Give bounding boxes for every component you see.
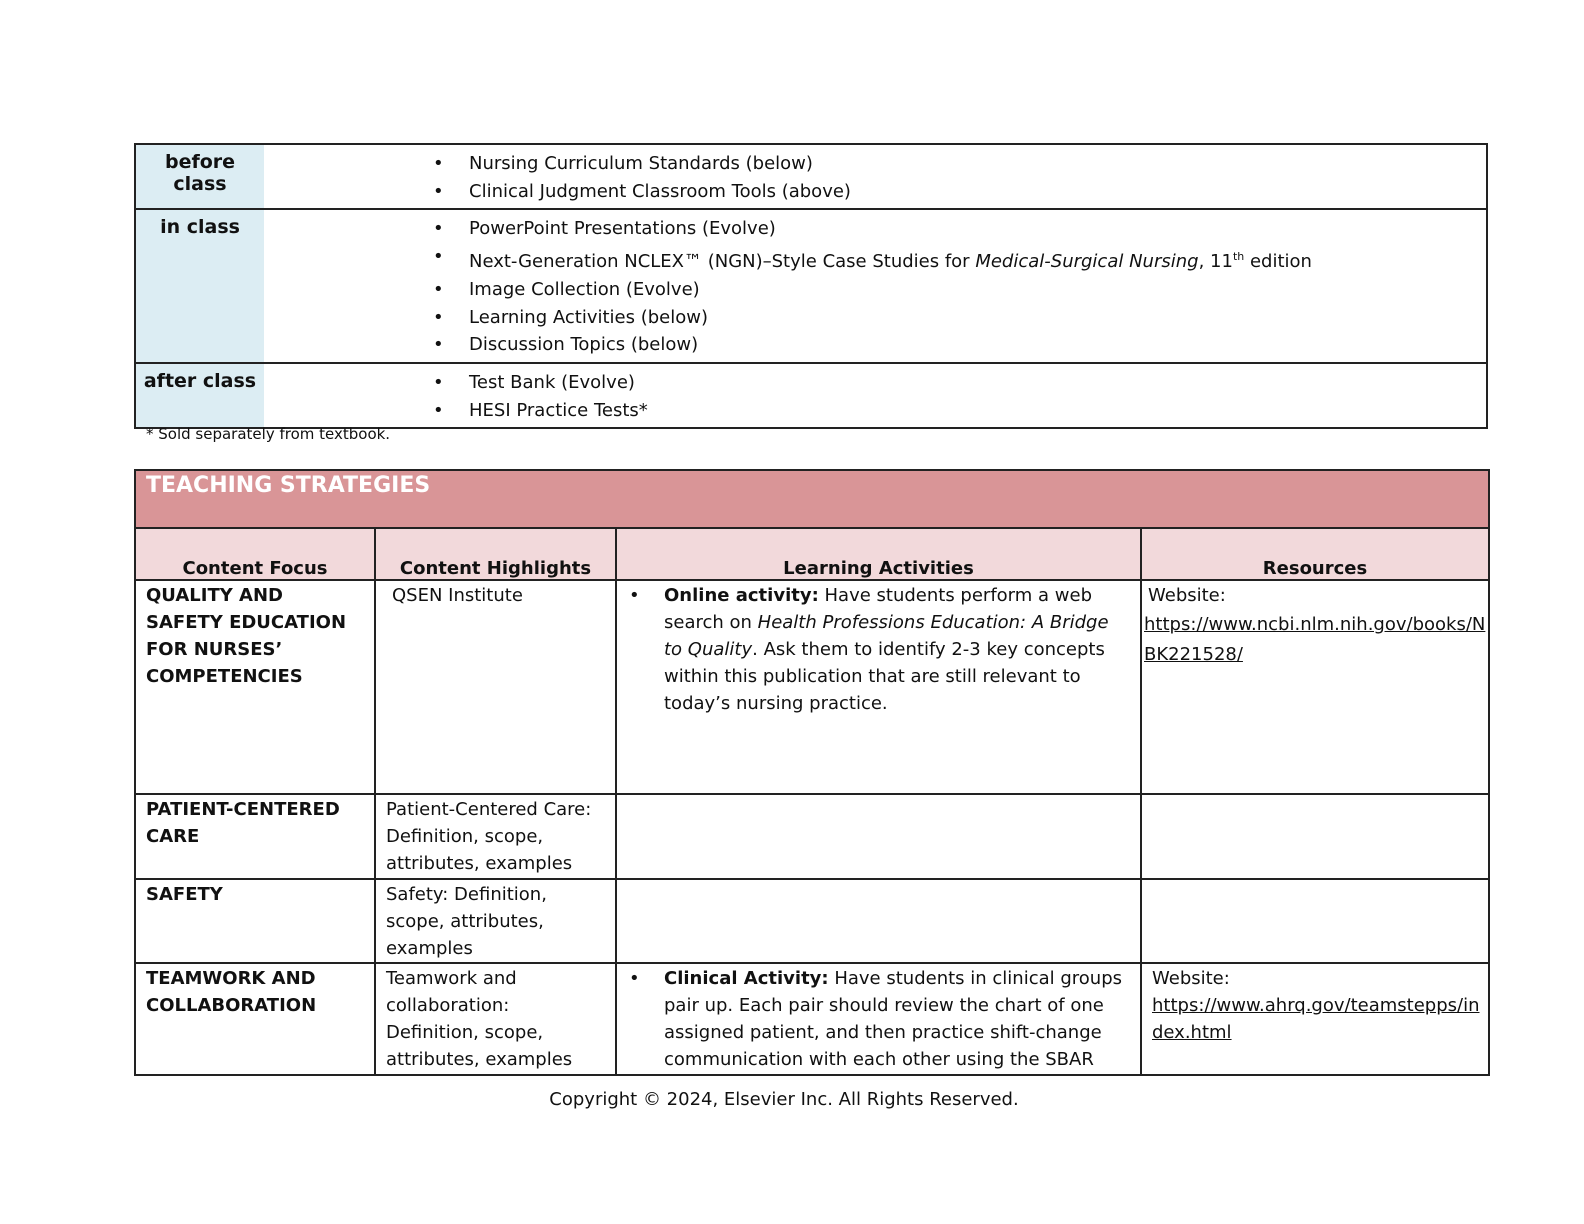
content-focus: QUALITY AND SAFETY EDUCATION FOR NURSES’ COMPETENCIES: [135, 580, 375, 794]
list-item: • Online activity: Have students perform a web search on Health Professions Education: A Bridge to Quality. Ask them to identify 2-3 key concepts within this publication that are still relevant to today’s nursing practice.: [627, 583, 1132, 718]
resources-row-in-class: [135, 209, 1487, 363]
list-item: • Clinical Judgment Classroom Tools (above): [264, 178, 1486, 206]
resource-list: [264, 364, 1486, 427]
list-item: • HESI Practice Tests*: [264, 397, 1486, 425]
resources-row-after-class: [135, 363, 1487, 428]
row-label: in class: [135, 209, 264, 363]
resource-cell: [1141, 580, 1489, 794]
list-item: • Learning Activities (below): [264, 304, 1486, 332]
table-row: [135, 794, 1489, 879]
content-focus: SAFETY: [135, 879, 375, 964]
column-header: Resources: [1141, 528, 1489, 580]
column-header: Content Highlights: [375, 528, 616, 580]
resource-list: [264, 145, 1486, 208]
table-row: [135, 879, 1489, 964]
list-item: • Nursing Curriculum Standards (below): [264, 150, 1486, 178]
content-focus: TEAMWORK AND COLLABORATION: [135, 963, 375, 1075]
content-focus: PATIENT-CENTERED CARE: [135, 794, 375, 879]
resource-link[interactable]: https://www.ahrq.gov/teamstepps/index.html: [1152, 995, 1480, 1044]
learning-activity: [616, 580, 1141, 794]
column-headers: [135, 528, 1489, 580]
list-item: • Image Collection (Evolve): [264, 276, 1486, 304]
list-item: • Test Bank (Evolve): [264, 369, 1486, 397]
section-title: TEACHING STRATEGIES: [135, 470, 1489, 528]
row-label: after class: [135, 363, 264, 428]
row-label: before class: [135, 144, 264, 209]
list-item: • Discussion Topics (below): [264, 331, 1486, 359]
resource-list: [264, 210, 1486, 362]
list-item: • Clinical Activity: Have students in clinical groups pair up. Each pair should review the chart of one assigned patient, and then practice shift-change communication with each other using the SBAR: [627, 966, 1132, 1074]
list-item: • Next-Generation NCLEX™ (NGN)–Style Case Studies for Medical-Surgical Nursing, 11th edition: [264, 243, 1486, 276]
content-highlight: QSEN Institute: [375, 580, 616, 794]
column-header: Learning Activities: [616, 528, 1141, 580]
learning-activity: [616, 963, 1141, 1075]
resources-row-before-class: [135, 144, 1487, 209]
table-row: [135, 963, 1489, 1075]
content-highlight: Teamwork and collaboration: Definition, scope, attributes, examples: [375, 963, 616, 1075]
copyright-footer: Copyright © 2024, Elsevier Inc. All Rights Reserved.: [549, 1089, 1019, 1110]
column-header: Content Focus: [135, 528, 375, 580]
resource-label: Website:: [1148, 585, 1226, 606]
content-highlight: Safety: Definition, scope, attributes, examples: [375, 879, 616, 964]
resource-link[interactable]: https://www.ncbi.nlm.nih.gov/books/NBK221528/: [1144, 613, 1486, 665]
resources-table: [134, 143, 1488, 429]
resource-label: Website:: [1152, 968, 1230, 990]
resource-cell: [1141, 963, 1489, 1075]
list-item: • PowerPoint Presentations (Evolve): [264, 215, 1486, 243]
content-highlight: Patient-Centered Care: Definition, scope, attributes, examples: [375, 794, 616, 879]
teaching-strategies-table: [134, 469, 1490, 1076]
footnote: * Sold separately from textbook.: [146, 425, 391, 443]
table-row: [135, 580, 1489, 794]
